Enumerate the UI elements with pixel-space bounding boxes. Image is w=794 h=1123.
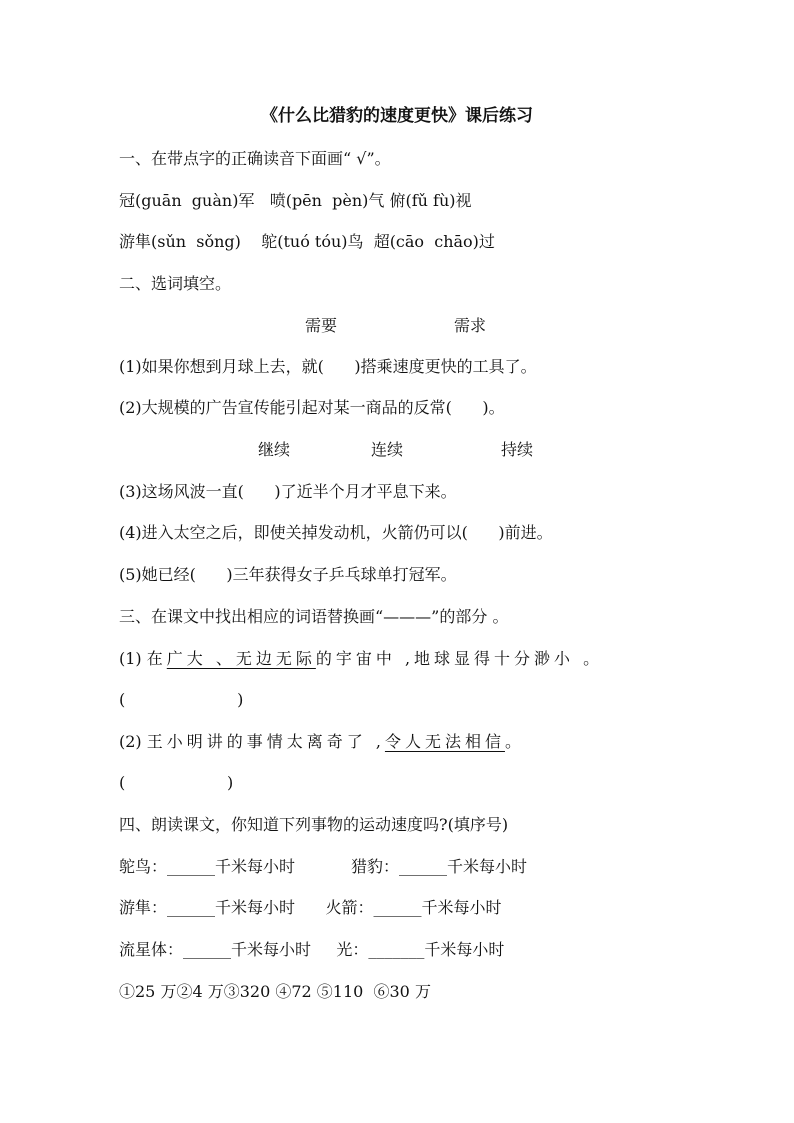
word-option: 需求 bbox=[454, 316, 487, 335]
section4-heading: 四、朗读课文，你知道下列事物的运动速度吗?(填序号) bbox=[119, 815, 509, 834]
word-option: 需要 bbox=[305, 316, 338, 335]
question-3: (3)这场风波一直( )了近半个月才平息下来。 bbox=[119, 482, 457, 501]
sentence-text: 在 bbox=[146, 649, 167, 668]
section2-heading: 二、选词填空。 bbox=[119, 274, 232, 293]
answer-blank-2[interactable]: ( ) bbox=[119, 773, 234, 792]
underlined-phrase: 广大 、无边无际 bbox=[166, 649, 316, 668]
pinyin-row-1: 冠(guān guàn)军 喷(pēn pèn)气 俯(fǔ fù)视 bbox=[119, 191, 472, 210]
word-option: 连续 bbox=[371, 440, 404, 459]
section1-heading: 一、在带点字的正确读音下面画“ √”。 bbox=[119, 149, 391, 168]
speed-row-2: 游隼：______千米每小时 火箭：______千米每小时 bbox=[119, 898, 502, 917]
sentence-text: 王小明讲的事情太离奇了 , bbox=[146, 732, 385, 751]
speed-options: ①25 万②4 万③320 ④72 ⑤110 ⑥30 万 bbox=[119, 982, 431, 1001]
question-4: (4)进入太空之后，即使关掉发动机，火箭仍可以( )前进。 bbox=[119, 523, 553, 542]
section3-heading: 三、在课文中找出相应的词语替换画“———”的部分 。 bbox=[119, 607, 509, 626]
question-number: (1) bbox=[119, 649, 147, 668]
underlined-phrase: 令人无法相信 bbox=[384, 732, 505, 751]
question-5: (5)她已经( )三年获得女子乒乓球单打冠军。 bbox=[119, 565, 457, 584]
speed-row-3: 流星体：______千米每小时 光：_______千米每小时 bbox=[119, 940, 505, 959]
sentence-text: 的宇宙中 ,地球显得十分渺小 。 bbox=[315, 649, 604, 668]
question-2: (2)大规模的广告宣传能引起对某一商品的反常( )。 bbox=[119, 398, 505, 417]
question-number: (2) bbox=[119, 732, 147, 751]
answer-blank-1[interactable]: ( ) bbox=[119, 690, 244, 709]
word-option: 持续 bbox=[501, 440, 534, 459]
pinyin-row-2: 游隼(sǔn sǒng) 鸵(tuó tóu)鸟 超(cāo chāo)过 bbox=[119, 232, 495, 251]
sentence-text: 。 bbox=[504, 732, 521, 751]
page-title: 《什么比猎豹的速度更快》课后练习 bbox=[261, 106, 533, 126]
replace-question-1 bbox=[119, 648, 603, 670]
speed-row-1: 鸵鸟：______千米每小时 猎豹：______千米每小时 bbox=[119, 857, 527, 876]
question-1: (1)如果你想到月球上去，就( )搭乘速度更快的工具了。 bbox=[119, 357, 537, 376]
replace-question-2 bbox=[119, 731, 521, 753]
word-option: 继续 bbox=[258, 440, 291, 459]
